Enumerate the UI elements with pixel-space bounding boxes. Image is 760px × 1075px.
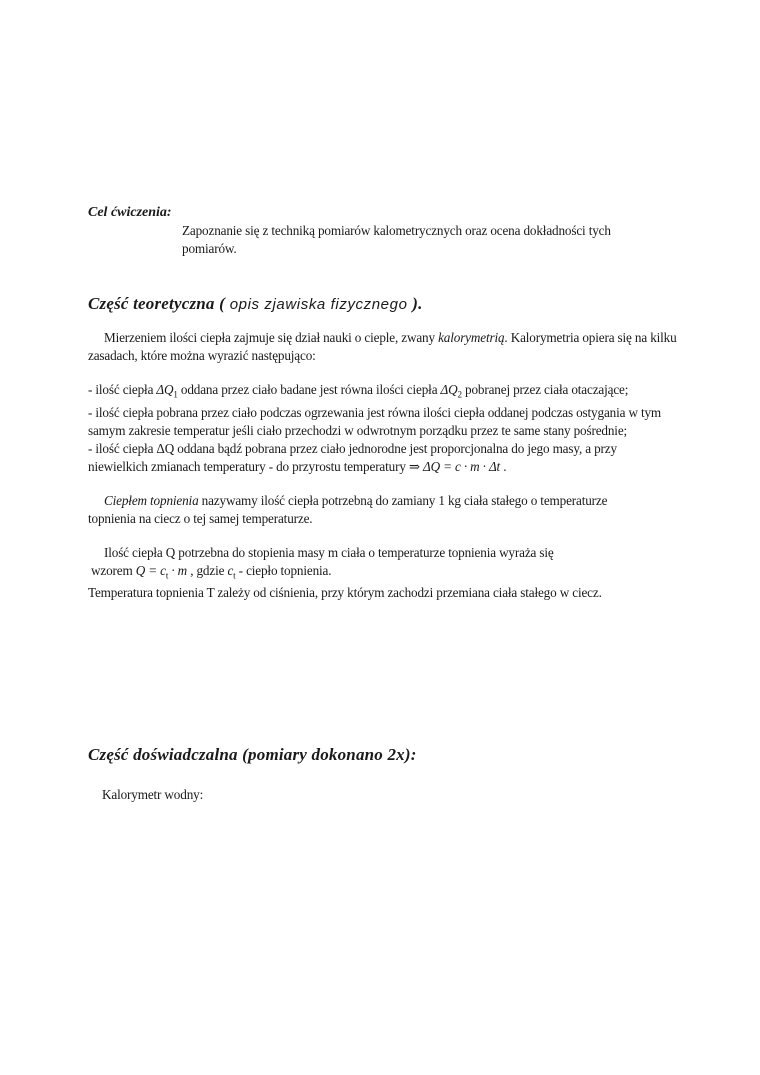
melting-heat-paragraph xyxy=(88,492,608,528)
heat-wzorem: wzorem xyxy=(91,562,136,578)
goal-heading: Cel ćwiczenia: xyxy=(88,205,172,220)
rule1-after: pobranej przez ciała otaczające; xyxy=(461,382,629,397)
rule1-q2: $\Delta Q_2$ xyxy=(440,382,462,400)
theory-intro-after: . Kalorymetria opiera się na kilku zasadach, które można wyrazić następująco: xyxy=(88,330,677,363)
rule3-text: - ilość ciepła ΔQ oddana bądź pobrana przez ciało jednorodne jest proporcjonalna do jego masy, a przy niewielkich zmianach temperatury - do przyrostu temperatury xyxy=(88,440,617,474)
rule1-q1: $\Delta Q_1$ xyxy=(156,382,178,400)
heat-gdzie: , gdzie xyxy=(187,562,228,578)
theory-heading-light: opis zjawiska fizycznego xyxy=(224,296,413,313)
theory-rule-1 xyxy=(88,381,678,404)
goal-text: Zapoznanie się z techniką pomiarów kalometrycznych oraz ocena dokładności tych pomiarów. xyxy=(182,223,611,256)
heat-paragraph-line1: Ilość ciepła Q potrzebna do stopienia masy m ciała o temperaturze topnienia wyraża się xyxy=(104,544,554,560)
experiment-heading: Część doświadczalna (pomiary dokonano 2x): xyxy=(88,745,417,764)
rule3-formula: ⇒ ΔQ = c · m · Δt xyxy=(408,458,501,474)
heat-def: - ciepło topnienia. xyxy=(235,562,332,578)
theory-intro-term: kalorymetrią xyxy=(438,330,505,345)
melting-text: nazywamy ilość ciepła potrzebną do zamiany 1 kg ciała stałego o temperaturze topnienia na ciecz o tej samej temperaturze. xyxy=(88,492,608,526)
theory-heading-end: ). xyxy=(412,294,423,313)
theory-rule-3 xyxy=(88,440,678,476)
theory-intro-before: Mierzeniem ilości ciepła zajmuje się dział nauki o cieple, zwany xyxy=(104,330,439,345)
rule1-mid: oddana przez ciało badane jest równa ilości ciepła xyxy=(177,382,441,397)
rule1-before: - ilość ciepła xyxy=(88,382,157,397)
theory-heading xyxy=(88,294,678,314)
melting-term: Ciepłem topnienia xyxy=(104,492,199,508)
goal-section xyxy=(88,205,678,221)
heat-formula-line xyxy=(88,562,678,585)
theory-heading-bold: Część teoretyczna ( xyxy=(88,294,225,313)
heat-formula: $Q = c_t \cdot m$ xyxy=(135,562,188,581)
theory-intro xyxy=(88,329,678,365)
theory-body xyxy=(88,329,678,602)
pressure-paragraph: Temperatura topnienia T zależy od ciśnienia, przy którym zachodzi przemiana ciała stałego w ciecz. xyxy=(88,585,602,601)
experiment-item: Kalorymetr wodny: xyxy=(102,787,204,802)
heat-ct-symbol: $c_t$ xyxy=(227,562,236,581)
rule3-end: . xyxy=(500,458,507,474)
theory-rule-2: - ilość ciepła pobrana przez ciało podczas ogrzewania jest równa ilości ciepła oddanej podczas ostygania w tym samym zakresie temperatur jeśli ciało przechodzi w odwrotnym porządku przez te same stany pośrednie; xyxy=(88,404,662,438)
